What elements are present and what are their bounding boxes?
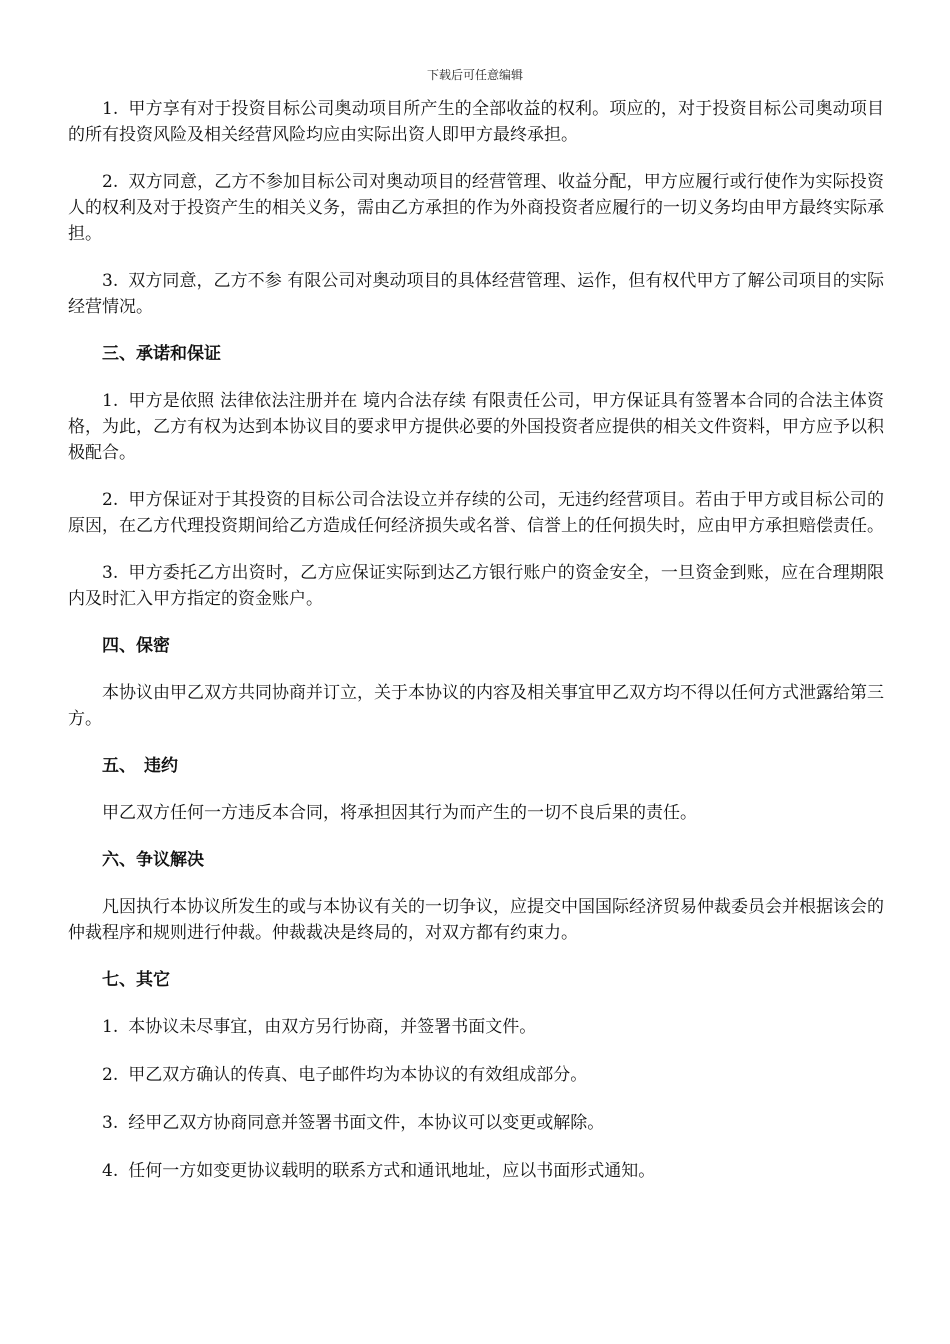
- dispute-text: 凡因执行本协议所发生的或与本协议有关的一切争议，应提交中国国际经济贸易仲裁委员会并根据该会的仲裁程序和规则进行仲裁。仲裁裁决是终局的，对双方都有约束力。: [68, 897, 884, 943]
- clause-text: 经甲乙双方协商同意并签署书面文件，本协议可以变更或解除。: [128, 1113, 605, 1133]
- section-title: 违约: [144, 756, 178, 776]
- clause-7-1: [68, 1014, 884, 1040]
- clause-number: 1.: [102, 99, 119, 119]
- clause-2-2: [68, 169, 884, 247]
- clause-number: 2.: [102, 172, 119, 192]
- section-heading-5: [68, 753, 884, 779]
- section-heading-3: 三、承诺和保证: [102, 344, 221, 364]
- clause-2-3: [68, 268, 884, 320]
- clause-number: 2.: [102, 1065, 119, 1085]
- clause-text: 任何一方如变更协议载明的联系方式和通讯地址，应以书面形式通知。: [128, 1161, 656, 1181]
- clause-3-3: [68, 560, 884, 612]
- clause-text: 甲方保证对于其投资的目标公司合法设立并存续的公司，无违约经营项目。若由于甲方或目标公司的原因，在乙方代理投资期间给乙方造成任何经济损失或名誉、信誉上的任何损失时，应由甲方承担赔偿责任。: [68, 490, 884, 536]
- clause-text: 本协议未尽事宜，由双方另行协商，并签署书面文件。: [128, 1017, 537, 1037]
- clause-text: 甲方享有对于投资目标公司奥动项目所产生的全部收益的权利。项应的，对于投资目标公司奥动项目的所有投资风险及相关经营风险均应由实际出资人即甲方最终承担。: [68, 99, 884, 145]
- header-note: 下载后可任意编辑: [426, 68, 523, 82]
- clause-number: 2.: [102, 490, 119, 510]
- breach-text: 甲乙双方任何一方违反本合同，将承担因其行为而产生的一切不良后果的责任。: [102, 803, 697, 823]
- clause-7-3: [68, 1110, 884, 1136]
- clause-text: 甲方委托乙方出资时，乙方应保证实际到达乙方银行账户的资金安全，一旦资金到账，应在合理期限内及时汇入甲方指定的资金账户。: [68, 563, 884, 609]
- clause-3-1: [68, 388, 884, 466]
- clause-7-4: [68, 1158, 884, 1184]
- clause-text: 甲方是依照 法律依法注册并在 境内合法存续 有限责任公司，甲方保证具有签署本合同的合法主体资格，为此，乙方有权为达到本协议目的要求甲方提供必要的外国投资者应提供的相关文件资料，甲方应予以积极配合。: [68, 391, 884, 463]
- section-number: 五、: [102, 756, 136, 776]
- clause-number: 1.: [102, 391, 119, 411]
- clause-2-1: [68, 96, 884, 148]
- clause-number: 3.: [102, 563, 119, 583]
- clause-3-2: [68, 487, 884, 539]
- clause-text: 双方同意，乙方不参 有限公司对奥动项目的具体经营管理、运作，但有权代甲方了解公司项目的实际经营情况。: [68, 271, 884, 317]
- confidentiality-text: 本协议由甲乙双方共同协商并订立，关于本协议的内容及相关事宜甲乙双方均不得以任何方式泄露给第三方。: [68, 683, 884, 729]
- section-heading-6: 六、争议解决: [102, 850, 204, 870]
- clause-number: 1.: [102, 1017, 119, 1037]
- clause-number: 3.: [102, 271, 119, 291]
- clause-number: 3.: [102, 1113, 119, 1133]
- clause-7-2: [68, 1062, 884, 1088]
- clause-text: 双方同意，乙方不参加目标公司对奥动项目的经营管理、收益分配，甲方应履行或行使作为实际投资人的权利及对于投资产生的相关义务，需由乙方承担的作为外商投资者应履行的一切义务均由甲方最终实际承担。: [68, 172, 884, 244]
- section-heading-7: 七、其它: [102, 970, 170, 990]
- clause-text: 甲乙双方确认的传真、电子邮件均为本协议的有效组成部分。: [128, 1065, 588, 1085]
- clause-number: 4.: [102, 1161, 119, 1181]
- document-body: [68, 96, 884, 1206]
- section-heading-4: 四、保密: [102, 636, 170, 656]
